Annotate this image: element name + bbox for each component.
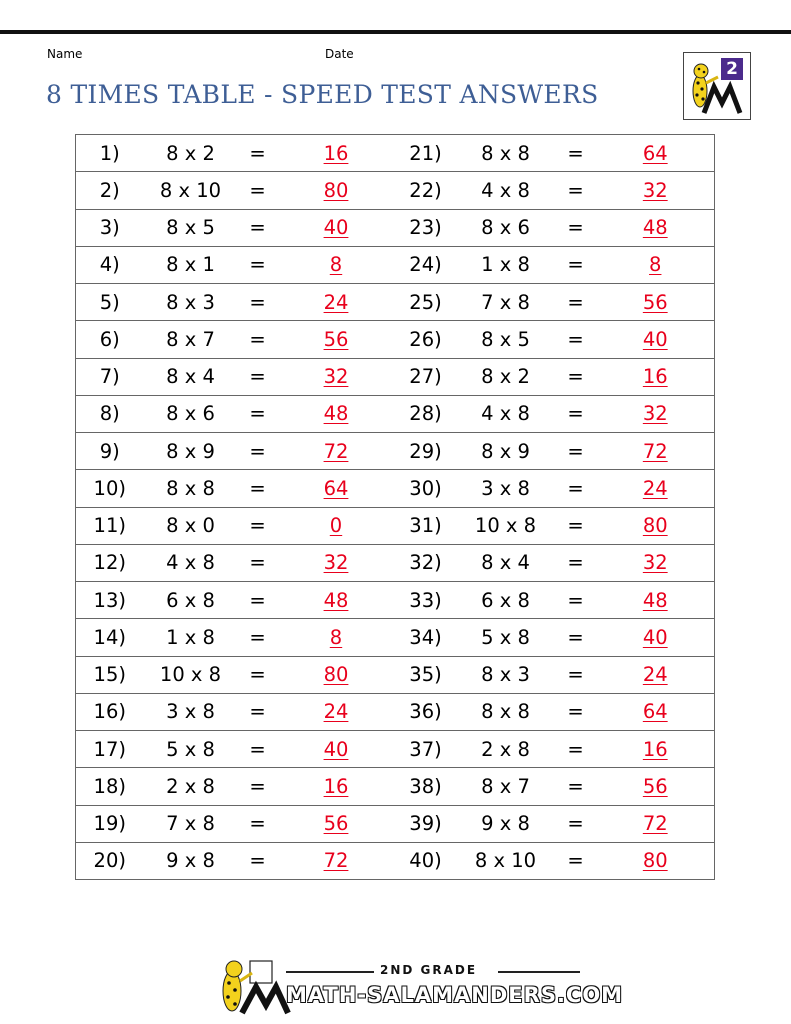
answer-value: 72 xyxy=(323,439,349,463)
grade-logo xyxy=(683,52,751,120)
answer-cell xyxy=(278,209,395,246)
equals-sign: = xyxy=(555,284,597,321)
question-expression: 8 x 5 xyxy=(457,321,555,358)
question-expression: 8 x 8 xyxy=(457,135,555,172)
table-row xyxy=(76,842,715,879)
question-number: 16) xyxy=(76,693,144,730)
answer-cell xyxy=(278,135,395,172)
answer-value: 32 xyxy=(642,551,668,575)
answer-cell xyxy=(597,433,715,470)
answer-value: 80 xyxy=(642,514,668,538)
question-expression: 1 x 8 xyxy=(457,246,555,283)
equals-sign: = xyxy=(238,544,278,581)
question-number: 14) xyxy=(76,619,144,656)
question-expression: 1 x 8 xyxy=(144,619,238,656)
answer-value: 64 xyxy=(642,700,668,724)
answer-value: 40 xyxy=(642,327,668,351)
grade-badge: 2 xyxy=(721,58,743,80)
answer-cell xyxy=(597,693,715,730)
answer-value: 56 xyxy=(642,774,668,798)
answer-cell xyxy=(597,731,715,768)
answer-value: 24 xyxy=(323,290,349,314)
equals-sign: = xyxy=(238,358,278,395)
footer-divider xyxy=(286,971,374,973)
answers-table xyxy=(75,134,715,880)
question-number: 19) xyxy=(76,805,144,842)
question-number: 4) xyxy=(76,246,144,283)
table-row xyxy=(76,582,715,619)
equals-sign: = xyxy=(555,507,597,544)
table-row xyxy=(76,358,715,395)
question-number: 2) xyxy=(76,172,144,209)
equals-sign: = xyxy=(238,582,278,619)
answer-cell xyxy=(597,656,715,693)
answer-cell xyxy=(597,209,715,246)
question-number: 6) xyxy=(76,321,144,358)
table-row xyxy=(76,433,715,470)
table-row xyxy=(76,693,715,730)
answer-cell xyxy=(597,358,715,395)
equals-sign: = xyxy=(555,768,597,805)
equals-sign: = xyxy=(238,693,278,730)
top-rule xyxy=(0,30,791,34)
equals-sign: = xyxy=(555,656,597,693)
answer-cell xyxy=(278,544,395,581)
equals-sign: = xyxy=(238,656,278,693)
equals-sign: = xyxy=(555,246,597,283)
equals-sign: = xyxy=(555,582,597,619)
question-number: 32) xyxy=(395,544,457,581)
question-expression: 9 x 8 xyxy=(457,805,555,842)
question-expression: 10 x 8 xyxy=(457,507,555,544)
answer-value: 40 xyxy=(323,216,349,240)
answer-cell xyxy=(597,842,715,879)
question-expression: 8 x 7 xyxy=(144,321,238,358)
question-expression: 5 x 8 xyxy=(144,731,238,768)
question-expression: 8 x 10 xyxy=(144,172,238,209)
question-number: 11) xyxy=(76,507,144,544)
answer-value: 24 xyxy=(323,700,349,724)
equals-sign: = xyxy=(555,135,597,172)
answer-value: 80 xyxy=(642,849,668,873)
question-number: 23) xyxy=(395,209,457,246)
question-number: 5) xyxy=(76,284,144,321)
table-row xyxy=(76,321,715,358)
table-row xyxy=(76,731,715,768)
answer-value: 64 xyxy=(642,141,668,165)
equals-sign: = xyxy=(555,842,597,879)
equals-sign: = xyxy=(555,693,597,730)
question-number: 3) xyxy=(76,209,144,246)
answer-cell xyxy=(278,731,395,768)
equals-sign: = xyxy=(555,619,597,656)
answer-cell xyxy=(278,656,395,693)
equals-sign: = xyxy=(238,507,278,544)
answer-value: 64 xyxy=(323,476,349,500)
equals-sign: = xyxy=(555,731,597,768)
question-number: 25) xyxy=(395,284,457,321)
table-row xyxy=(76,805,715,842)
answer-cell xyxy=(597,805,715,842)
answer-cell xyxy=(597,395,715,432)
question-number: 9) xyxy=(76,433,144,470)
question-expression: 4 x 8 xyxy=(457,395,555,432)
question-expression: 2 x 8 xyxy=(144,768,238,805)
date-label: Date xyxy=(325,47,354,61)
answer-value: 16 xyxy=(323,141,349,165)
question-number: 22) xyxy=(395,172,457,209)
answer-cell xyxy=(278,582,395,619)
answer-value: 16 xyxy=(642,737,668,761)
answer-value: 48 xyxy=(642,588,668,612)
answer-cell xyxy=(278,433,395,470)
answer-cell xyxy=(278,805,395,842)
answer-cell xyxy=(278,693,395,730)
answer-cell xyxy=(278,470,395,507)
question-expression: 8 x 5 xyxy=(144,209,238,246)
answer-value: 72 xyxy=(323,849,349,873)
answer-cell xyxy=(278,246,395,283)
answer-cell xyxy=(597,321,715,358)
name-label: Name xyxy=(47,47,83,61)
table-row xyxy=(76,507,715,544)
answer-value: 80 xyxy=(323,663,349,687)
question-number: 28) xyxy=(395,395,457,432)
answer-value: 32 xyxy=(642,402,668,426)
question-number: 26) xyxy=(395,321,457,358)
question-number: 33) xyxy=(395,582,457,619)
equals-sign: = xyxy=(238,135,278,172)
question-expression: 8 x 6 xyxy=(457,209,555,246)
answer-value: 8 xyxy=(329,253,343,277)
question-expression: 7 x 8 xyxy=(457,284,555,321)
equals-sign: = xyxy=(555,209,597,246)
question-number: 35) xyxy=(395,656,457,693)
question-expression: 6 x 8 xyxy=(144,582,238,619)
answer-value: 40 xyxy=(323,737,349,761)
equals-sign: = xyxy=(238,433,278,470)
table-row xyxy=(76,209,715,246)
answer-value: 24 xyxy=(642,663,668,687)
answer-value: 48 xyxy=(323,588,349,612)
equals-sign: = xyxy=(238,246,278,283)
answer-cell xyxy=(597,470,715,507)
equals-sign: = xyxy=(238,805,278,842)
question-expression: 5 x 8 xyxy=(457,619,555,656)
equals-sign: = xyxy=(555,321,597,358)
question-number: 21) xyxy=(395,135,457,172)
answer-cell xyxy=(278,768,395,805)
equals-sign: = xyxy=(238,395,278,432)
answer-value: 48 xyxy=(642,216,668,240)
question-expression: 8 x 8 xyxy=(457,693,555,730)
answer-value: 16 xyxy=(323,774,349,798)
question-expression: 8 x 0 xyxy=(144,507,238,544)
question-expression: 8 x 1 xyxy=(144,246,238,283)
question-expression: 8 x 3 xyxy=(144,284,238,321)
equals-sign: = xyxy=(238,842,278,879)
answer-cell xyxy=(597,172,715,209)
answer-value: 24 xyxy=(642,476,668,500)
answer-value: 16 xyxy=(642,365,668,389)
equals-sign: = xyxy=(555,395,597,432)
equals-sign: = xyxy=(555,172,597,209)
table-row xyxy=(76,246,715,283)
question-expression: 4 x 8 xyxy=(144,544,238,581)
question-expression: 10 x 8 xyxy=(144,656,238,693)
table-row xyxy=(76,135,715,172)
question-expression: 7 x 8 xyxy=(144,805,238,842)
equals-sign: = xyxy=(555,470,597,507)
question-expression: 8 x 2 xyxy=(457,358,555,395)
footer-site-name: MATH-SALAMANDERS.COM xyxy=(286,983,624,1007)
question-number: 27) xyxy=(395,358,457,395)
question-number: 15) xyxy=(76,656,144,693)
question-expression: 8 x 9 xyxy=(457,433,555,470)
table-row xyxy=(76,768,715,805)
question-expression: 8 x 4 xyxy=(457,544,555,581)
equals-sign: = xyxy=(238,731,278,768)
question-number: 17) xyxy=(76,731,144,768)
table-row xyxy=(76,656,715,693)
answer-cell xyxy=(278,507,395,544)
answer-cell xyxy=(278,358,395,395)
table-row xyxy=(76,619,715,656)
question-number: 30) xyxy=(395,470,457,507)
equals-sign: = xyxy=(555,433,597,470)
question-number: 7) xyxy=(76,358,144,395)
answer-value: 48 xyxy=(323,402,349,426)
answer-cell xyxy=(597,135,715,172)
answer-cell xyxy=(597,507,715,544)
question-number: 24) xyxy=(395,246,457,283)
answer-cell xyxy=(278,284,395,321)
question-number: 12) xyxy=(76,544,144,581)
question-expression: 8 x 7 xyxy=(457,768,555,805)
equals-sign: = xyxy=(238,619,278,656)
answer-value: 40 xyxy=(642,625,668,649)
question-number: 36) xyxy=(395,693,457,730)
equals-sign: = xyxy=(238,284,278,321)
question-expression: 3 x 8 xyxy=(457,470,555,507)
question-expression: 4 x 8 xyxy=(457,172,555,209)
answer-value: 56 xyxy=(323,327,349,351)
question-expression: 8 x 4 xyxy=(144,358,238,395)
answer-value: 32 xyxy=(323,551,349,575)
table-row xyxy=(76,395,715,432)
question-number: 18) xyxy=(76,768,144,805)
answer-value: 72 xyxy=(642,439,668,463)
question-expression: 8 x 6 xyxy=(144,395,238,432)
answer-value: 72 xyxy=(642,812,668,836)
answer-cell xyxy=(597,582,715,619)
equals-sign: = xyxy=(238,172,278,209)
question-expression: 8 x 8 xyxy=(144,470,238,507)
answer-value: 56 xyxy=(642,290,668,314)
answer-cell xyxy=(278,172,395,209)
equals-sign: = xyxy=(555,358,597,395)
question-number: 38) xyxy=(395,768,457,805)
question-number: 34) xyxy=(395,619,457,656)
question-number: 31) xyxy=(395,507,457,544)
question-number: 20) xyxy=(76,842,144,879)
answer-value: 0 xyxy=(329,514,343,538)
question-number: 13) xyxy=(76,582,144,619)
question-expression: 9 x 8 xyxy=(144,842,238,879)
answer-cell xyxy=(597,246,715,283)
equals-sign: = xyxy=(238,768,278,805)
answer-value: 8 xyxy=(329,625,343,649)
equals-sign: = xyxy=(238,321,278,358)
answer-value: 8 xyxy=(649,253,662,277)
answer-value: 32 xyxy=(642,178,668,202)
answer-cell xyxy=(597,284,715,321)
question-number: 8) xyxy=(76,395,144,432)
page-title: 8 TIMES TABLE - SPEED TEST ANSWERS xyxy=(46,80,599,109)
footer-grade: 2ND GRADE xyxy=(380,963,478,977)
answer-cell xyxy=(597,619,715,656)
table-row xyxy=(76,470,715,507)
equals-sign: = xyxy=(555,544,597,581)
answer-value: 80 xyxy=(323,178,349,202)
question-expression: 8 x 3 xyxy=(457,656,555,693)
table-row xyxy=(76,284,715,321)
answer-value: 56 xyxy=(323,812,349,836)
question-number: 37) xyxy=(395,731,457,768)
equals-sign: = xyxy=(555,805,597,842)
question-expression: 3 x 8 xyxy=(144,693,238,730)
question-number: 39) xyxy=(395,805,457,842)
answer-cell xyxy=(278,842,395,879)
answer-cell xyxy=(278,395,395,432)
answer-cell xyxy=(278,321,395,358)
table-row xyxy=(76,172,715,209)
answer-cell xyxy=(597,544,715,581)
answer-cell xyxy=(278,619,395,656)
answer-cell xyxy=(597,768,715,805)
table-row xyxy=(76,544,715,581)
question-expression: 2 x 8 xyxy=(457,731,555,768)
question-number: 10) xyxy=(76,470,144,507)
question-expression: 8 x 9 xyxy=(144,433,238,470)
question-number: 29) xyxy=(395,433,457,470)
footer-divider xyxy=(498,971,580,973)
question-expression: 8 x 2 xyxy=(144,135,238,172)
question-expression: 6 x 8 xyxy=(457,582,555,619)
equals-sign: = xyxy=(238,209,278,246)
question-number: 40) xyxy=(395,842,457,879)
question-expression: 8 x 10 xyxy=(457,842,555,879)
answer-value: 32 xyxy=(323,365,349,389)
equals-sign: = xyxy=(238,470,278,507)
question-number: 1) xyxy=(76,135,144,172)
